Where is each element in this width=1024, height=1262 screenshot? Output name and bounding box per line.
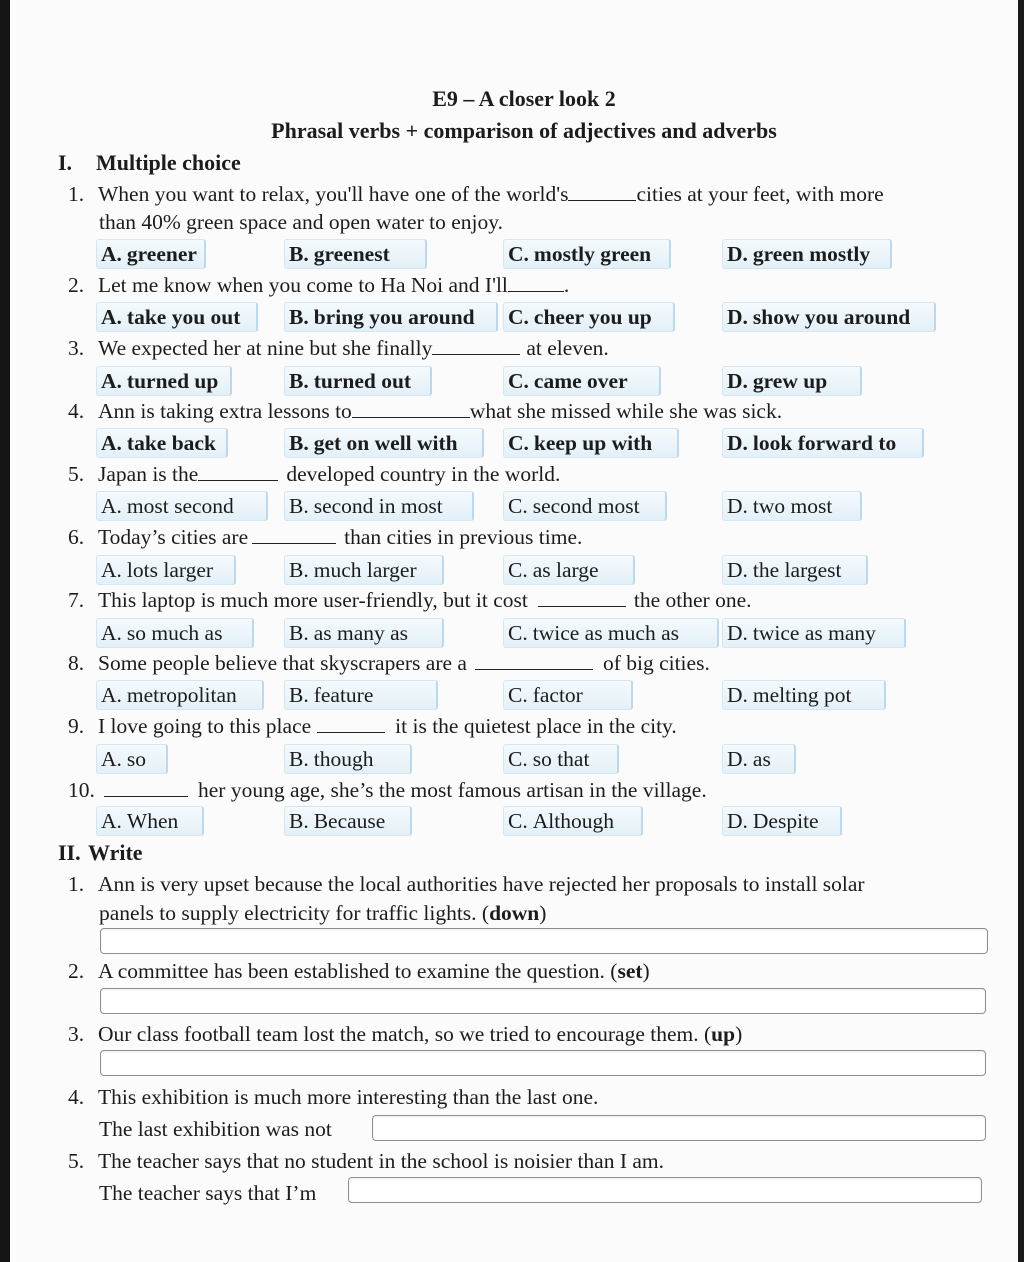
question-text: A committee has been established to examine the question. ( [98, 959, 618, 983]
option-7-c[interactable] [503, 618, 719, 648]
option-text: Because [313, 809, 386, 833]
question-text-after: it is the quietest place in the city. [395, 714, 677, 738]
question-number: 8. [68, 651, 85, 675]
question-text: I love going to this place [98, 714, 312, 738]
question-text: Ann is taking extra lessons to [98, 399, 352, 423]
option-letter: D. [727, 494, 748, 518]
write-question-5 [68, 1149, 664, 1174]
option-letter: C. [508, 494, 528, 518]
option-letter: B. [289, 494, 309, 518]
option-text: lots larger [126, 558, 214, 582]
option-letter: A. [101, 494, 122, 518]
option-letter: A. [101, 305, 122, 329]
option-9-a[interactable] [96, 744, 168, 774]
question-text-after: what she missed while she was sick. [469, 399, 783, 423]
answer-box-2[interactable] [100, 988, 986, 1014]
answer-blank[interactable] [475, 651, 593, 670]
option-1-a[interactable] [96, 239, 206, 269]
option-text: so much as [126, 621, 223, 645]
option-text: most second [126, 494, 234, 518]
option-5-c[interactable] [503, 491, 667, 521]
question-number: 10. [68, 778, 95, 802]
question-text: Today’s cities are [98, 525, 249, 549]
question-number: 4. [68, 399, 85, 423]
option-letter: A. [101, 242, 122, 266]
option-8-c[interactable] [503, 680, 633, 710]
option-letter: B. [289, 242, 309, 266]
question-number: 1. [68, 182, 85, 206]
question-text: This exhibition is much more interesting than the last one. [98, 1085, 599, 1109]
option-4-b[interactable] [284, 428, 484, 458]
section-heading-write [58, 840, 143, 866]
question-text-after: developed country in the world. [286, 462, 561, 486]
answer-blank[interactable] [568, 182, 636, 201]
question-number: 9. [68, 714, 85, 738]
question-text-after: of big cities. [602, 651, 710, 675]
question-number: 4. [68, 1085, 85, 1109]
option-letter: D. [727, 369, 748, 393]
option-7-d[interactable] [722, 618, 906, 648]
option-4-c[interactable] [503, 428, 679, 458]
option-letter: B. [289, 621, 309, 645]
option-10-b[interactable] [284, 806, 412, 836]
option-3-a[interactable] [96, 366, 232, 396]
section-number: I. [58, 150, 73, 175]
option-5-a[interactable] [96, 491, 268, 521]
page-subtitle: Phrasal verbs + comparison of adjectives and adverbs [271, 118, 777, 143]
option-text: so [126, 747, 147, 771]
question-text-after: than cities in previous time. [344, 525, 583, 549]
question-8 [68, 651, 710, 676]
option-text: grew up [752, 369, 828, 393]
option-9-b[interactable] [284, 744, 412, 774]
section-number: II. [58, 840, 81, 865]
option-letter: A. [101, 809, 122, 833]
question-text-after: the other one. [633, 588, 752, 612]
option-letter: D. [727, 431, 748, 455]
option-text: show you around [752, 305, 911, 329]
answer-blank[interactable] [317, 714, 385, 733]
option-4-a[interactable] [96, 428, 228, 458]
question-text: Ann is very upset because the local authorities have rejected her proposals to install solar [98, 872, 865, 896]
option-7-b[interactable] [284, 618, 444, 648]
question-number: 2. [68, 273, 85, 297]
question-text: panels to supply electricity for traffic lights. ( [99, 901, 490, 925]
write-question-2 [68, 959, 650, 984]
option-text: mostly green [533, 242, 652, 266]
right-dark-edge [1018, 0, 1024, 1262]
question-1 [68, 182, 884, 207]
option-2-c[interactable] [503, 302, 675, 332]
question-1-continuation: than 40% green space and open water to enjoy. [99, 210, 503, 234]
option-5-b[interactable] [284, 491, 474, 521]
option-10-c[interactable] [503, 806, 643, 836]
option-6-a[interactable] [96, 555, 236, 585]
option-letter: B. [289, 431, 309, 455]
option-8-b[interactable] [284, 680, 438, 710]
option-text: take back [126, 431, 216, 455]
question-number: 5. [68, 1149, 85, 1173]
option-letter: D. [727, 747, 748, 771]
option-letter: A. [101, 747, 122, 771]
question-number: 6. [68, 525, 85, 549]
paren-close: ) [735, 1022, 743, 1046]
page-title: E9 – A closer look 2 [432, 86, 616, 111]
answer-blank[interactable] [252, 525, 336, 544]
question-6 [68, 525, 582, 550]
option-2-d[interactable] [722, 302, 936, 332]
option-letter: A. [101, 558, 122, 582]
option-text: Despite [752, 809, 819, 833]
section-heading-multiple-choice [58, 150, 241, 176]
option-text: as large [532, 558, 599, 582]
option-letter: C. [508, 621, 528, 645]
option-letter: C. [508, 683, 528, 707]
option-letter: A. [101, 621, 122, 645]
option-letter: C. [508, 809, 528, 833]
option-letter: A. [101, 683, 122, 707]
option-text: feature [313, 683, 374, 707]
keyword: up [711, 1022, 736, 1046]
question-text-after: her young age, she’s the most famous artisan in the village. [198, 778, 707, 802]
option-1-c[interactable] [503, 239, 671, 269]
option-text: turned up [126, 369, 219, 393]
option-3-c[interactable] [503, 366, 661, 396]
question-number: 5. [68, 462, 85, 486]
option-10-a[interactable] [96, 806, 204, 836]
answer-blank[interactable] [104, 778, 188, 797]
question-number: 7. [68, 588, 85, 612]
question-text: Japan is the [98, 462, 199, 486]
paren-close: ) [642, 959, 650, 983]
option-text: twice as many [752, 621, 876, 645]
option-letter: C. [508, 431, 529, 455]
answer-box-3[interactable] [100, 1050, 986, 1076]
paren-close: ) [539, 901, 547, 925]
option-letter: C. [508, 747, 528, 771]
answer-blank[interactable] [352, 399, 470, 418]
question-text: When you want to relax, you'll have one of the world's [98, 182, 569, 206]
option-text: look forward to [752, 431, 897, 455]
option-letter: A. [101, 369, 122, 393]
question-number: 3. [68, 1022, 85, 1046]
option-letter: D. [727, 809, 748, 833]
option-1-d[interactable] [722, 239, 892, 269]
write-question-3 [68, 1022, 742, 1047]
option-text: came over [533, 369, 628, 393]
option-text: get on well with [313, 431, 458, 455]
option-letter: A. [101, 431, 122, 455]
question-text: Let me know when you come to Ha Noi and I'll [98, 273, 508, 297]
question-text: Our class football team lost the match, so we tried to encourage them. ( [98, 1022, 712, 1046]
option-text: Although [532, 809, 614, 833]
option-letter: D. [727, 621, 748, 645]
answer-blank[interactable] [198, 462, 278, 481]
option-text: When [126, 809, 179, 833]
question-5 [68, 462, 560, 487]
option-text: turned out [313, 369, 412, 393]
option-text: metropolitan [126, 683, 237, 707]
question-9 [68, 714, 677, 739]
option-text: greenest [313, 242, 390, 266]
option-10-d[interactable] [722, 806, 842, 836]
option-text: factor [532, 683, 583, 707]
question-text: The teacher says that no student in the school is noisier than I am. [98, 1149, 665, 1173]
question-text-after: at eleven. [526, 336, 609, 360]
option-6-d[interactable] [722, 555, 868, 585]
write-question-1 [68, 872, 865, 897]
option-text: the largest [752, 558, 842, 582]
option-letter: B. [289, 369, 309, 393]
option-3-d[interactable] [722, 366, 862, 396]
section-title: Write [88, 840, 143, 865]
option-letter: C. [508, 369, 529, 393]
option-9-c[interactable] [503, 744, 619, 774]
question-10 [68, 778, 707, 803]
question-4 [68, 399, 782, 424]
option-letter: C. [508, 305, 529, 329]
option-text: twice as much as [532, 621, 679, 645]
option-text: cheer you up [533, 305, 652, 329]
write-question-4 [68, 1085, 598, 1110]
option-letter: C. [508, 242, 529, 266]
option-text: much larger [313, 558, 417, 582]
answer-box-5[interactable] [348, 1177, 982, 1203]
option-4-d[interactable] [722, 428, 924, 458]
keyword: down [489, 901, 540, 925]
option-text: as many as [313, 621, 409, 645]
option-letter: C. [508, 558, 528, 582]
option-text: two most [752, 494, 833, 518]
option-text: though [313, 747, 374, 771]
question-text: Some people believe that skyscrapers are a [98, 651, 467, 675]
option-text: melting pot [752, 683, 852, 707]
option-1-b[interactable] [284, 239, 427, 269]
option-6-b[interactable] [284, 555, 444, 585]
option-text: second most [532, 494, 640, 518]
option-3-b[interactable] [284, 366, 432, 396]
write-question-1-continuation [99, 901, 546, 926]
option-5-d[interactable] [722, 491, 862, 521]
option-text: second in most [313, 494, 443, 518]
option-text: green mostly [752, 242, 871, 266]
option-9-d[interactable] [722, 744, 796, 774]
answer-box-1[interactable] [100, 928, 988, 954]
option-letter: B. [289, 683, 309, 707]
option-text: take you out [126, 305, 241, 329]
option-2-a[interactable] [96, 302, 258, 332]
question-7 [68, 588, 752, 613]
option-text: as [752, 747, 771, 771]
option-6-c[interactable] [503, 555, 635, 585]
option-letter: B. [289, 305, 309, 329]
answer-blank[interactable] [538, 588, 626, 607]
option-text: bring you around [313, 305, 475, 329]
question-number: 1. [68, 872, 85, 896]
question-text: We expected her at nine but she finally [98, 336, 433, 360]
option-letter: B. [289, 809, 309, 833]
keyword: set [617, 959, 643, 983]
question-3 [68, 336, 609, 361]
option-letter: D. [727, 242, 748, 266]
option-7-a[interactable] [96, 618, 254, 648]
section-title: Multiple choice [96, 150, 241, 175]
write-prompt-5: The teacher says that I’m [99, 1181, 317, 1205]
question-2 [68, 273, 569, 298]
write-prompt-4: The last exhibition was not [99, 1117, 332, 1141]
option-text: so that [532, 747, 590, 771]
option-letter: D. [727, 305, 748, 329]
left-dark-edge [0, 0, 10, 1262]
question-number: 2. [68, 959, 85, 983]
answer-box-4[interactable] [372, 1115, 986, 1141]
option-letter: D. [727, 683, 748, 707]
question-text-after: . [563, 273, 570, 297]
option-letter: B. [289, 558, 309, 582]
option-text: greener [126, 242, 197, 266]
option-8-d[interactable] [722, 680, 886, 710]
option-text: keep up with [533, 431, 653, 455]
option-letter: B. [289, 747, 309, 771]
question-text: This laptop is much more user-friendly, but it cost [98, 588, 528, 612]
question-number: 3. [68, 336, 85, 360]
option-2-b[interactable] [284, 302, 498, 332]
option-letter: D. [727, 558, 748, 582]
question-text-after: cities at your feet, with more [636, 182, 884, 206]
answer-blank[interactable] [508, 273, 564, 292]
option-8-a[interactable] [96, 680, 264, 710]
answer-blank[interactable] [432, 336, 520, 355]
